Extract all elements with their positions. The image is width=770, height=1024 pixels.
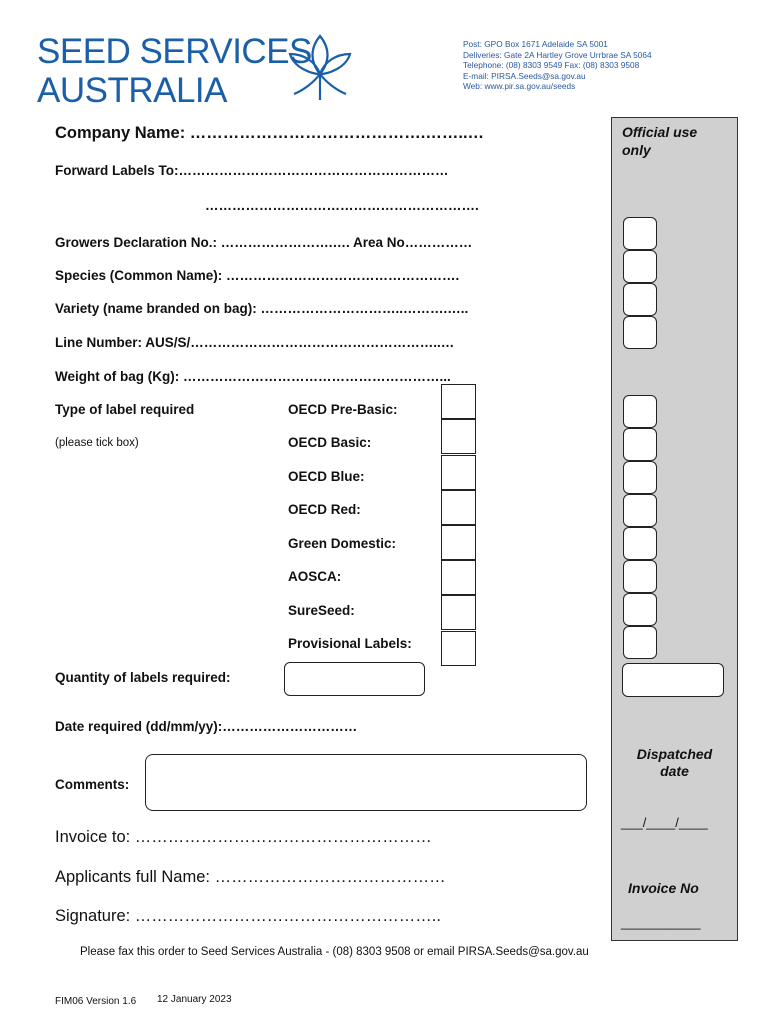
official-box-4[interactable] — [623, 316, 657, 349]
forward-labels-continuation[interactable]: ……………………………………………………. — [205, 198, 479, 213]
type-label-heading: Type of label required — [55, 402, 195, 417]
quantity-input[interactable] — [284, 662, 425, 696]
tick-box-provisional[interactable] — [441, 631, 476, 666]
invoice-to-field[interactable]: Invoice to: ……………………………………………… — [55, 828, 432, 846]
form-version: FIM06 Version 1.6 — [55, 996, 137, 1007]
logo-line-1: SEED SERVICES — [37, 32, 312, 71]
logo-line-2: AUSTRALIA — [37, 71, 227, 110]
line-number-field[interactable]: Line Number: AUS/S/………………………………………………..… — [55, 335, 455, 350]
weight-field[interactable]: Weight of bag (Kg): …………………………………………………... — [55, 369, 451, 384]
label-type-sureseed: SureSeed: — [288, 603, 355, 618]
leaf-logo-icon — [286, 34, 354, 102]
official-box-6[interactable] — [623, 428, 657, 461]
signature-field[interactable]: Signature: ……………………………………………….. — [55, 907, 441, 925]
form-date: 12 January 2023 — [157, 994, 232, 1005]
official-box-12[interactable] — [623, 626, 657, 659]
label-type-oecd-pre-basic: OECD Pre-Basic: — [288, 402, 398, 417]
date-required-field[interactable]: Date required (dd/mm/yy):………………………… — [55, 719, 358, 734]
official-use-title-line-2: only — [622, 142, 651, 158]
fax-note: Please fax this order to Seed Services Australia - (08) 8303 9508 or email PIRSA.Seeds@sa.gov.au — [80, 946, 589, 958]
official-quantity-box[interactable] — [622, 663, 724, 697]
label-type-oecd-red: OECD Red: — [288, 502, 361, 517]
official-box-8[interactable] — [623, 494, 657, 527]
comments-label: Comments: — [55, 777, 130, 792]
official-box-11[interactable] — [623, 593, 657, 626]
official-box-9[interactable] — [623, 527, 657, 560]
invoice-no-label: Invoice No — [628, 880, 699, 896]
official-box-1[interactable] — [623, 217, 657, 250]
variety-field[interactable]: Variety (name branded on bag): …………………………..……….….. — [55, 301, 469, 316]
dispatched-label-line-1: Dispatched — [636, 746, 713, 762]
contact-deliveries: Deliveries: Gate 2A Hartley Grove Urrbrae SA 5064 — [463, 49, 652, 60]
contact-block — [463, 39, 652, 92]
official-box-10[interactable] — [623, 560, 657, 593]
please-tick-note: (please tick box) — [55, 437, 139, 449]
official-use-panel — [611, 117, 738, 941]
official-box-2[interactable] — [623, 250, 657, 283]
tick-box-oecd-red[interactable] — [441, 490, 476, 525]
applicant-name-field[interactable]: Applicants full Name: …………………………………… — [55, 868, 446, 886]
label-type-green-domestic: Green Domestic: — [288, 536, 397, 551]
contact-email: E-mail: PIRSA.Seeds@sa.gov.au — [463, 70, 586, 81]
tick-box-oecd-blue[interactable] — [441, 455, 476, 490]
label-type-oecd-blue: OECD Blue: — [288, 469, 365, 484]
dispatched-date-blank[interactable]: ___/____/____ — [621, 815, 708, 830]
official-use-title-line-1: Official use — [622, 124, 698, 140]
contact-telephone: Telephone: (08) 8303 9549 Fax: (08) 8303 9508 — [463, 60, 640, 70]
tick-box-oecd-basic[interactable] — [441, 419, 476, 454]
label-type-oecd-basic: OECD Basic: — [288, 435, 372, 450]
forward-labels-field[interactable]: Forward Labels To:…………………………………………………… — [55, 163, 449, 178]
official-box-3[interactable] — [623, 283, 657, 316]
tick-box-sureseed[interactable] — [441, 595, 476, 630]
tick-box-oecd-pre-basic[interactable] — [441, 384, 476, 419]
label-type-provisional: Provisional Labels: — [288, 636, 412, 651]
quantity-label: Quantity of labels required: — [55, 670, 231, 685]
official-box-5[interactable] — [623, 395, 657, 428]
contact-web: Web: www.pir.sa.gov.au/seeds — [463, 81, 576, 91]
company-name-field[interactable]: Company Name: …………………………………….……..… — [55, 124, 485, 142]
official-box-7[interactable] — [623, 461, 657, 494]
label-type-aosca: AOSCA: — [288, 569, 342, 584]
contact-post: Post: GPO Box 1671 Adelaide SA 5001 — [463, 39, 608, 49]
invoice-no-blank[interactable]: ___________ — [621, 915, 701, 930]
tick-box-aosca[interactable] — [441, 560, 476, 595]
comments-input[interactable] — [145, 754, 587, 811]
dispatched-label-line-2: date — [660, 763, 689, 779]
tick-box-green-domestic[interactable] — [441, 525, 476, 560]
species-field[interactable]: Species (Common Name): ……………………………………………. — [55, 268, 460, 283]
growers-declaration-field[interactable]: Growers Declaration No.: …………………….…. Area No…………… — [55, 235, 473, 250]
